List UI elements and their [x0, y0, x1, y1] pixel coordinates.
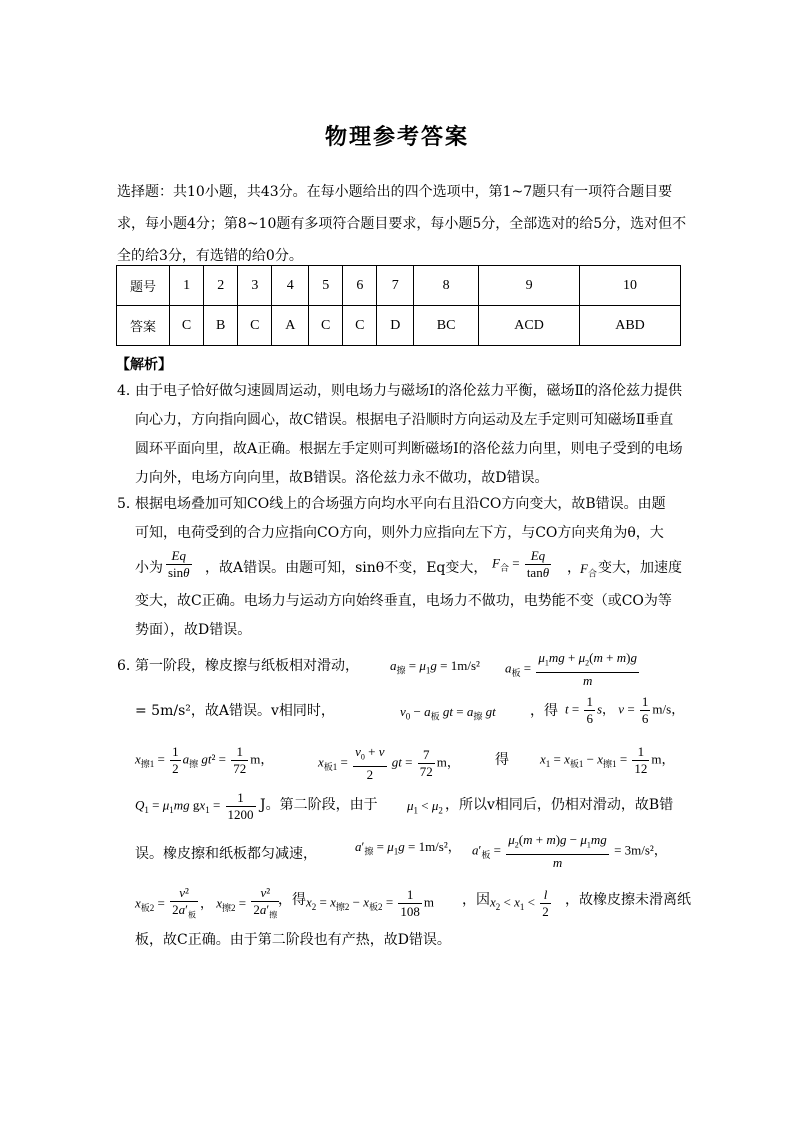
question-number-cell: 9 [479, 266, 580, 306]
q6-line4b: ，所以v相同后，仍相对滑动，故B错 [445, 797, 674, 813]
page-title: 物理参考答案 [324, 125, 469, 150]
q6-number: 6． [117, 658, 140, 674]
formula-x-ban1: $x_{板1}$ = $\frac{v_0 + v}{2}$ gt = $\frac{7}{72}$ m， [318, 744, 460, 782]
question-number-cell: 8 [414, 266, 479, 306]
q6-line2a: = 5m/s²，故A错误。v相同时， [135, 703, 335, 719]
q4-number: 4． [117, 383, 140, 399]
intro-text: 选择题：共10小题，共43分。在每小题给出的四个选项中，第1~7题只有一项符合题目要求，每小题4分；第8~10题有多项符合题目要求，每小题5分，全部选对的给5分，选对但不全的给3分，有选错的给0分。 [117, 184, 687, 264]
formula-a-ban-prime: $a'_板$ = $\frac{\mu_2(m + m)g - \mu_1mg}{m}$ = 3m/s²， [472, 832, 667, 870]
question-number-cell: 3 [238, 266, 272, 306]
answer-cell: A [272, 306, 309, 346]
q5-line3b: ，故A错误。由题可知，sinθ不变，Eq变大， [205, 560, 488, 576]
q6-de: 得 [495, 752, 509, 768]
q6-line7: 板，故C正确。由于第二阶段也有产热，故D错误。 [135, 932, 451, 948]
table-row [117, 266, 681, 306]
q6-line2b: ，得 [530, 703, 558, 719]
question-number-cell: 1 [170, 266, 204, 306]
q6-line6a: ，得 [278, 892, 306, 908]
answer-cell: ACD [479, 306, 580, 346]
q6-line4a: J。第二阶段，由于 [260, 797, 378, 813]
formula-f-tan: $F_合$ = $\frac{Eq}{\tan\theta}$ [492, 548, 550, 580]
q6-line6c: ，故橡皮擦未滑离纸 [565, 892, 691, 908]
row-label-answer: 答案 [117, 306, 170, 346]
formula-a-ca-prime: $a'_擦 = \mu_1g = 1m/s^2$， [355, 839, 461, 857]
q5-line1: 根据电场叠加可知CO线上的合场强方向均水平向右且沿CO方向变大，故B错误。由题 [135, 496, 666, 512]
q4-text: 由于电子恰好做匀速圆周运动，则电场力与磁场Ⅰ的洛伦兹力平衡，磁场Ⅱ的洛伦兹力提供向心力，方向指向圆心，故C错误。根据电子沿顺时方向运动及左手定则可知磁场Ⅱ垂直圆环平面向里，故A正确。根据左手定则可判断磁场Ⅰ的洛伦兹力向里，则电子受到的电场力向外，电场方向向里，故B错误。洛伦兹力永不做功，故D错误。 [135, 383, 683, 486]
question-number-cell: 5 [309, 266, 343, 306]
question-number-cell: 6 [343, 266, 377, 306]
question-number-cell: 4 [272, 266, 309, 306]
formula-f-he: $F_合$ [580, 561, 597, 579]
question-number-cell: 10 [580, 266, 681, 306]
analysis-q4 [117, 377, 683, 493]
answer-cell: D [377, 306, 414, 346]
formula-q1: $Q_1 = \mu_1mg$ $gx_1$ = $\frac{1}{1200}$ [135, 790, 254, 822]
formula-a-ban: $a_板$ = $\frac{\mu_1mg + \mu_2(m + m)g}{m}$ [505, 650, 637, 688]
formula-x2: $x_2 = x_{擦2} - x_{板2}$ = $\frac{1}{108}$ m [306, 887, 435, 919]
q5-line3a: 小为 [135, 560, 163, 576]
answer-cell: C [238, 306, 272, 346]
answer-table [116, 265, 681, 346]
q6-line6b: ，因 [462, 892, 490, 908]
formula-x1: $x_1 = x_{板1} - x_{擦1}$ = $\frac{1}{12}$ m， [540, 744, 675, 776]
answer-cell: C [343, 306, 377, 346]
formula-a-ca: $a_擦 = \mu_1g = 1m/s^2$ [390, 658, 480, 676]
answer-cell: BC [414, 306, 479, 346]
q5-line2: 可知，电荷受到的合力应指向CO方向，则外力应指向左下方，与CO方向夹角为θ，大 [135, 525, 664, 541]
question-number-cell: 7 [377, 266, 414, 306]
q5-number: 5． [117, 496, 140, 512]
formula-v0: $v_0 - a_板$ gt = $a_擦$ gt [400, 704, 496, 722]
formula-mu-compare: $\mu_1 < \mu_2$ [407, 798, 443, 816]
table-row [117, 306, 681, 346]
formula-eq-sin: $\frac{Eq}{\sin\theta}$ [168, 548, 190, 580]
q5-line3d: 变大，加速度 [598, 560, 682, 576]
answer-cell: B [204, 306, 238, 346]
formula-x-ca1: $x_{擦1}$ = $\frac{1}{2}$ $a_擦$ gt² = $\frac{1}{72}$ m， [135, 744, 274, 776]
q5-line4: 变大，故C正确。电场力与运动方向始终垂直，电场力不做功，电势能不变（或CO为等 [135, 593, 672, 609]
q5-line5: 势面），故D错误。 [135, 622, 252, 638]
answer-cell: C [170, 306, 204, 346]
formula-t: t = $\frac{1}{6}$ s， v = $\frac{1}{6}$ m/s， [565, 694, 685, 726]
question-number-cell: 2 [204, 266, 238, 306]
formula-x-ban2: $x_{板2}$ = $\frac{\text{v²}}{2a'_板}$ ， $x_{擦2}$ = $\frac{\text{v²}}{2a'_擦}$ [135, 885, 281, 924]
answer-cell: ABD [580, 306, 681, 346]
q5-line3c: ， [567, 560, 581, 576]
analysis-label: 【解析】 [116, 357, 172, 373]
formula-x-compare: $x_2 < x_1$ < $\frac{l}{2}$ [490, 887, 549, 919]
answer-cell: C [309, 306, 343, 346]
q6-line1: 第一阶段，橡皮擦与纸板相对滑动， [135, 658, 359, 674]
q6-line5a: 误。橡皮擦和纸板都匀减速， [135, 846, 317, 862]
row-label-number: 题号 [117, 266, 170, 306]
